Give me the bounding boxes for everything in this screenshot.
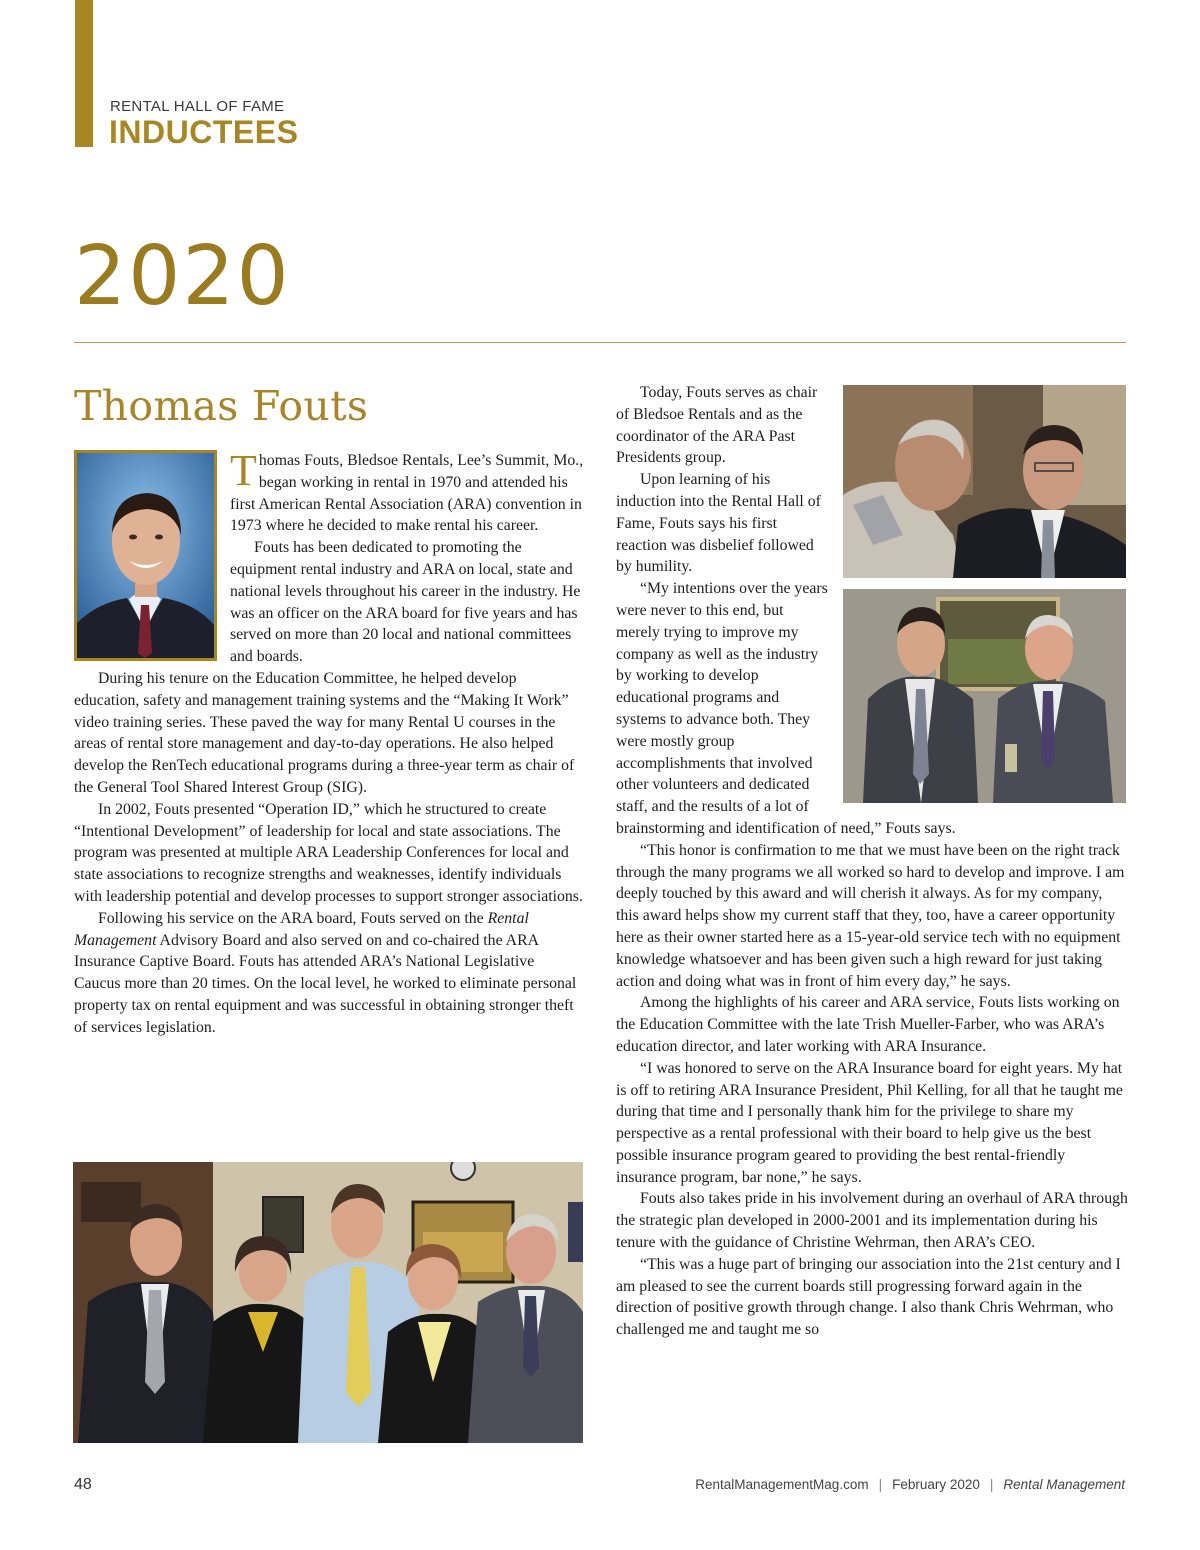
paragraph: Thomas Fouts, Bledsoe Rentals, Lee’s Summit, Mo., began working in rental in 1970 and attended his first American Rental Association (ARA) convention in 1973 where he decided to make rental his career. [230,446,584,535]
paragraph: Today, Fouts serves as chair of Bledsoe Rentals and as the coordinator of the ARA Past Presidents group. [616,384,818,467]
footer-info [695,1477,1125,1492]
footer-date: February 2020 [892,1477,980,1492]
paragraph: Fouts also takes pride in his involvement during an overhaul of ARA through the strategic plan developed in 2000-2001 and its implementation during his tenure with the guidance of Christine Wehrman, then ARA’s CEO. [616,1190,1128,1252]
section-kicker: RENTAL HALL OF FAME [110,98,285,115]
drop-cap: T [230,446,257,495]
year-heading: 2020 [74,229,291,324]
paragraph: “This honor is confirmation to me that we must have been on the right track through the many programs we all worked so hard to develop and improve. I am deeply touched by this award and will cherish it always. As for my company, this award helps show my current staff that they, too, have a career opportunity here as their owner started here as a 15-year-old service tech with no equipment knowledge whatsoever and has been given such a high reward for just taking action and doing what was in front of him every day,” he says. [616,841,1125,990]
paragraph: Among the highlights of his career and ARA service, Fouts lists working on the Education Committee with the late Trish Mueller-Farber, who was ARA’s education director, and later working with ARA Insurance. [616,994,1120,1055]
footer-website: RentalManagementMag.com [695,1477,869,1492]
footer-publication: Rental Management [1003,1477,1125,1492]
paragraph: Fouts has been dedicated to promoting the equipment rental industry and ARA on local, state and national levels throughout his career in the industry. He was an officer on the ARA board for five years and has served on more than 20 local and national committees and boards. [230,539,581,666]
page-number: 48 [74,1476,92,1493]
paragraph: Upon learning of his induction into the Rental Hall of Fame, Fouts says his first reaction was disbelief followed by humility. [616,471,821,576]
footer-separator: | [878,1477,883,1492]
article-column-left [74,446,584,1039]
divider-rule [74,342,1126,343]
paragraph: In 2002, Fouts presented “Operation ID,” which he structured to create “Intentional Development” of leadership for local and state associations. The program was presented at multiple ARA Leadership Conferences for local and state associations to recognize strengths and weaknesses, identify individuals with leadership potential and develop processes to support stronger associations. [74,800,583,905]
inductee-name: Thomas Fouts [74,382,369,430]
paragraph: “I was honored to serve on the ARA Insurance board for eight years. My hat is off to retiring ARA Insurance President, Phil Kelling, for all that he taught me during that time and I personally thank him for the privilege to share my perspective as a rental professional with their board to help give us the best possible insurance program geared to providing the best rental-friendly insurance program, bar none,” he says. [616,1059,1123,1186]
event-photo-conversation [843,385,1126,578]
paragraph: “My intentions over the years were never to this end, but merely trying to improve my company as well as the industry by working to develop educational programs and systems to advance both. They were mostly group accomplishments that involved other volunteers and dedicated staff, and the results of a lot of brainstorming and identification of need,” Fouts says. [616,580,956,837]
publication-italic: Rental Management [74,909,529,949]
group-photo [73,1162,583,1443]
paragraph: “This was a huge part of bringing our association into the 21st century and I am pleased to see the current boards still progressing forward again in the direction of positive growth through change. I also thank Chris Wehrman, who challenged me and taught me so [616,1255,1121,1339]
footer-separator: | [989,1477,994,1492]
section-title: INDUCTEES [109,114,299,150]
portrait-photo [74,450,217,661]
paragraph: Following his service on the ARA board, Fouts served on the Rental Management Advisory Board and also served on and co-chaired the ARA Insurance Captive Board. Fouts has attended ARA’s National Legislative Caucus more than 20 times. On the local level, he worked to eliminate personal property tax on rental equipment and was successful in obtaining stronger theft of services legislation. [74,909,577,1036]
paragraph: During his tenure on the Education Committee, he helped develop education, safety and management training systems and the “Making It Work” video training series. These paved the way for many Rental U courses in the areas of rental store management and day-to-day operations. He also helped develop the RenTech educational programs during a three-year term as chair of the General Tool Shared Interest Group (SIG). [74,669,575,796]
header-accent-bar [75,0,93,147]
event-photo-two-men [843,589,1126,803]
